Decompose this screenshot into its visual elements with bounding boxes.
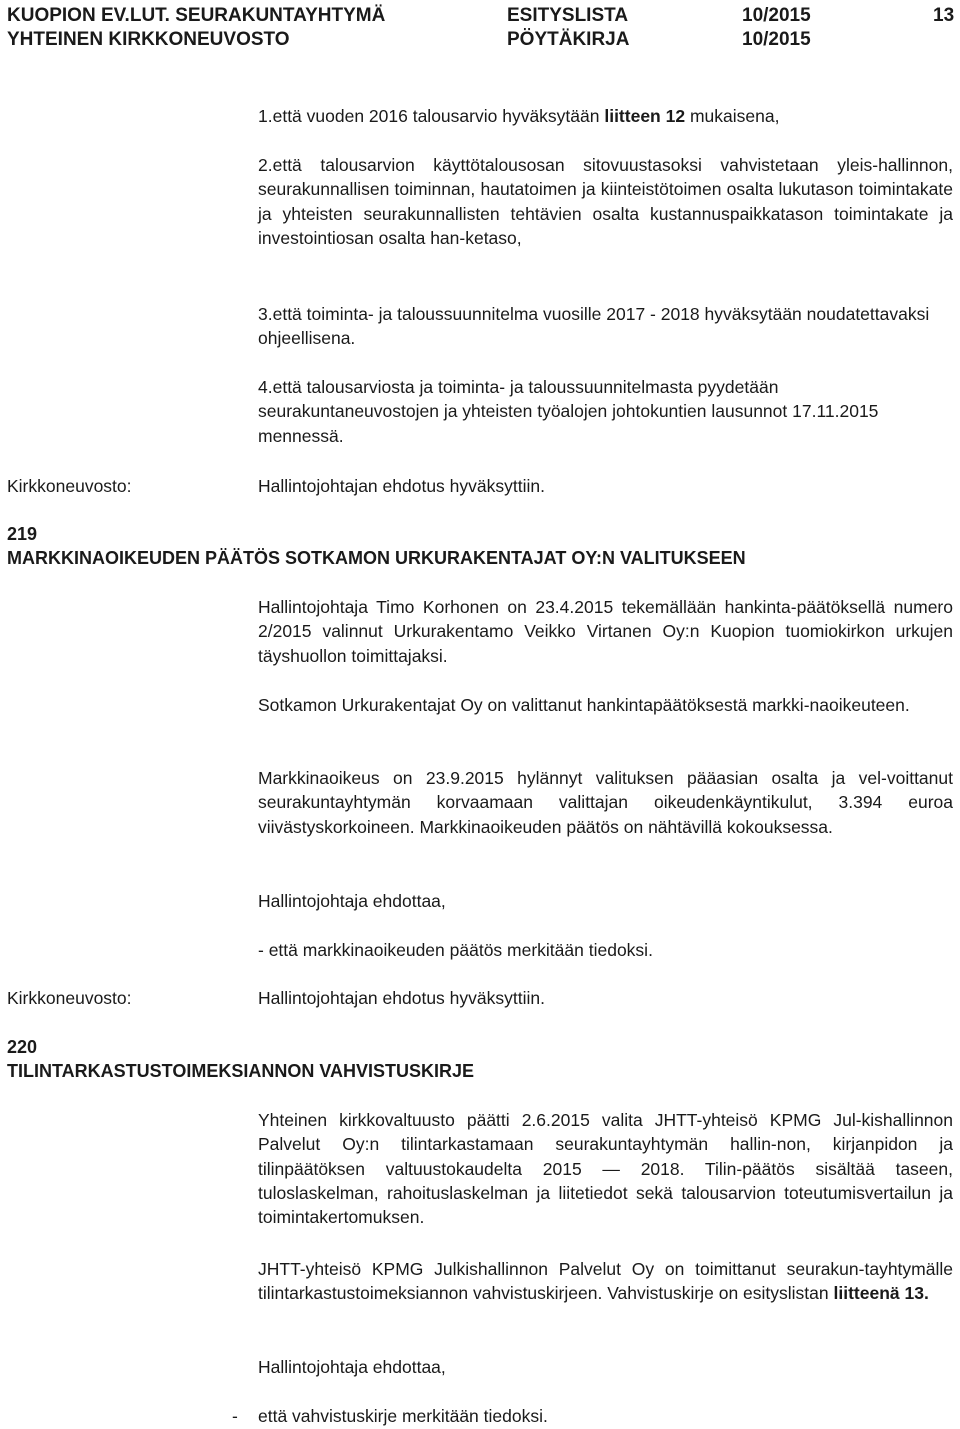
decision-text: Hallintojohtajan ehdotus hyväksyttiin. [258, 988, 545, 1008]
section-title: TILINTARKASTUSTOIMEKSIANNON VAHVISTUSKIRJE [7, 1061, 475, 1081]
list-dash: - [232, 1406, 238, 1426]
section-number: 220 [7, 1037, 38, 1057]
proposal-text: että vahvistuskirje merkitään tiedoksi. [258, 1406, 548, 1426]
decision-label: Kirkkoneuvosto: [7, 988, 132, 1008]
proposal-intro: Hallintojohtaja ehdottaa, [258, 891, 446, 911]
header-document-type: PÖYTÄKIRJA [507, 29, 630, 50]
section-paragraph: Hallintojohtaja Timo Korhonen on 23.4.2015 tekemällään hankinta-päätöksellä numero 2/2015 valinnut Urkurakentamo Veikko Virtanen Oy:n Kuopion tuomiokirkon urkujen täyshuollon toimittajaksi. [258, 597, 953, 666]
header-meeting-number: 10/2015 [742, 5, 811, 26]
list-item-2: 2.että talousarvion käyttötalousosan sitovuustasoksi vahvistetaan yleis-hallinnon, seurakunnallisen toiminnan, hautatoimen ja kiinteistötoimen osalta lukutason toimintakate ja yhteisten seurakunnallisten tehtävien osalta kustannuspaikkatason toimintakate ja investointiosan osalta han-ketaso, [258, 155, 953, 248]
header-body-name: YHTEINEN KIRKKONEUVOSTO [7, 29, 290, 50]
section-paragraph: Sotkamon Urkurakentajat Oy on valittanut hankintapäätöksestä markki-naoikeuteen. [258, 695, 910, 715]
section-title: MARKKINAOIKEUDEN PÄÄTÖS SOTKAMON URKURAKENTAJAT OY:N VALITUKSEEN [7, 548, 746, 568]
list-item-3: 3.että toiminta- ja taloussuunnitelma vuosille 2017 - 2018 hyväksytään noudatettavaksi ohjeellisena. [258, 304, 930, 349]
page-number: 13 [933, 5, 955, 26]
header-row-2 [7, 28, 953, 52]
header-document-type: ESITYSLISTA [507, 5, 629, 26]
page-header [7, 4, 953, 52]
section-paragraph: Yhteinen kirkkovaltuusto päätti 2.6.2015 valita JHTT-yhteisö KPMG Jul-kishallinnon Palvelut Oy:n tilintarkastamaan seurakuntayhtymän hallin-non, kirjanpidon ja tilinpäätöksen valtuustokaudelta 2015 — 2018. Tilin-päätös sisältää taseen, tuloslaskelman, rahoituslaskelman ja liitetiedot sekä talousarvion toteutumisvertailun ja toimintakertomuksen. [258, 1110, 953, 1228]
section-paragraph: JHTT-yhteisö KPMG Julkishallinnon Palvelut Oy on toimittanut seurakun-tayhtymälle tilintarkastustoimeksiannon vahvistuskirjeen. Vahvistuskirje on esityslistan liitteenä 13. [258, 1259, 953, 1304]
header-row-1 [7, 4, 953, 28]
decision-text: Hallintojohtajan ehdotus hyväksyttiin. [258, 476, 545, 496]
header-meeting-number: 10/2015 [742, 29, 811, 50]
header-organization: KUOPION EV.LUT. SEURAKUNTAYHTYMÄ [7, 5, 386, 26]
decision-label: Kirkkoneuvosto: [7, 476, 132, 496]
list-item-4: 4.että talousarviosta ja toiminta- ja taloussuunnitelmasta pyydetään seurakuntaneuvostojen ja yhteisten työalojen johtokuntien lausunnot 17.11.2015 mennessä. [258, 377, 879, 446]
section-number: 219 [7, 524, 38, 544]
section-paragraph: Markkinaoikeus on 23.9.2015 hylännyt valituksen pääasian osalta ja vel-voittanut seurakuntayhtymän korvaamaan valittajan oikeudenkäyntikulut, 3.394 euroa viivästyskorkoineen. Markkinaoikeuden päätös on nähtävillä kokouksessa. [258, 768, 953, 837]
proposal-intro: Hallintojohtaja ehdottaa, [258, 1357, 446, 1377]
proposal-text: - että markkinaoikeuden päätös merkitään tiedoksi. [258, 940, 653, 960]
attachment-reference: liitteenä 13. [833, 1283, 929, 1304]
list-item-1: 1.että vuoden 2016 talousarvio hyväksytään liitteen 12 mukaisena, [258, 106, 780, 126]
attachment-reference: liitteen 12 [604, 106, 686, 126]
